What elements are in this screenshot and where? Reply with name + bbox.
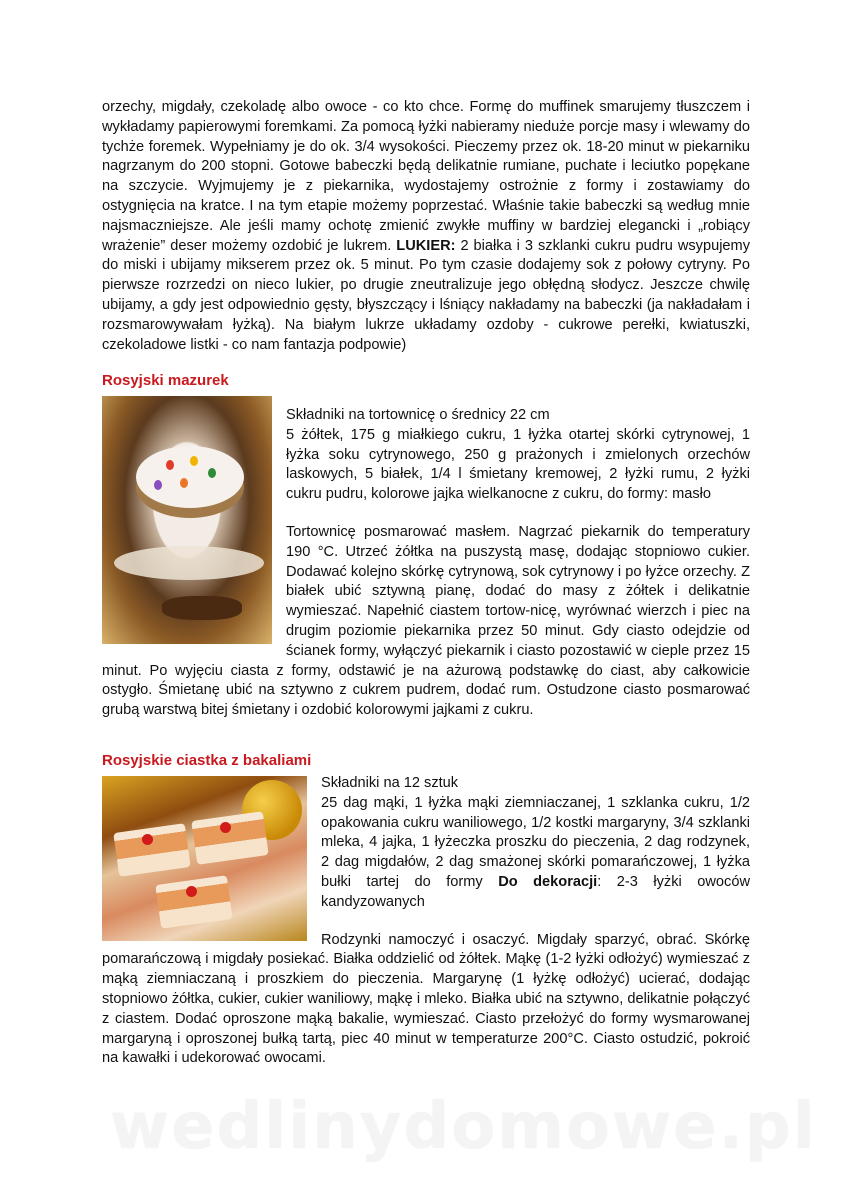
hazelnuts — [162, 596, 242, 620]
ingredients-list: 25 dag mąki, 1 łyżka mąki ziemniaczanej, 1 szklanka cukru, 1/2 opakowania cukru waniliowego, 1/2 kostki margaryny, 3/4 szklanki mleka, 4 jajka, 1 łyżeczka proszku do pieczenia, 2 dag rodzynek, 2 dag migdałów, 2 dag smażonej skórki pomarańczowej, 1 łyżka bułki tartej do formy — [321, 794, 750, 890]
ingredients-header: Składniki na 12 sztuk — [321, 775, 459, 791]
cake-slice — [113, 823, 190, 877]
lukier-label: LUKIER: — [396, 237, 456, 254]
ingredients-header: Składniki na tortownicę o średnicy 22 cm — [286, 407, 550, 423]
intro-text-2: 2 białka i 3 szklanki cukru pudru wsypujemy do miski i ubijamy mikserem przez ok. 5 minut. Po tym czasie dodajemy sok z połowy cytryny. Po pierwsze rozrzedzi on nieco lukier, po drugie zneutralizuje jego obłędną słodycz. Jeszcze chwilę ubijamy, a gdy jest odpowiednio gęsty, błyszczący i lśniący nakładamy na babeczki (ja nakładałam i rozsmarowywałam łyżką). Na białym lukrze układamy ozdoby - cukrowe perełki, kwiatuszki, czekoladowe listki - co nam fantazja podpowie) — [102, 237, 751, 353]
recipe-title: Rosyjski mazurek — [102, 372, 229, 389]
recipe-ciastka — [102, 752, 750, 1069]
method-text: Tortownicę posmarować masłem. Nagrzać piekarnik do temperatury 190 °C. Utrzeć żółtka na puszystą masę, dodając stopniowo cukier. Dodawać kolejno skórkę cytrynową, sok cytrynowy i po łyżce orzechy. Z białek ubić sztywną pianę, dodać do masy z żółtek i delikatnie wymieszać. Napełnić ciastem tortow-nicę, wyrównać wierzch i piec na drugim poziomie piekarnika przez 50 minut. Gdy ciasto odejdzie od ścianek formy, wyłączyć piekarnik i ciasto pozostawić w cieple przez 15 minut. Po wyjęciu ciasta z formy, odstawić je na ażurową podstawkę do ciast, aby całkowicie ostygło. Śmietanę ubić na sztywno z cukrem pudrem, dodać rum. Ostudzone ciasto posmarować grubą warstwą bitej śmietany i ozdobić kolorowymi jajkami z cukru. — [102, 523, 750, 719]
intro-text-1: orzechy, migdały, czekoladę albo owoce - co kto chce. Formę do muffinek smarujemy tłuszczem i wykładamy papierowymi foremkami. Za pomocą łyżki nabieramy nieduże porcje masy i wlewamy do tychże foremek. Wypełniamy je do ok. 3/4 wysokości. Pieczemy przez ok. 18-20 minut w piekarniku nagrzanym do 200 stopni. Gotowe babeczki będą delikatnie rumiane, puchate i leciutko popękane na szczycie. Wyjmujemy je z piekarnika, wydostajemy ostrożnie z formy i zostawiamy do ostygnięcia na kratce. I na tym etapie możemy poprzestać. Właśnie takie babeczki są według mnie najsmaczniejsze. Ale jeśli mamy ochotę zmienić zwykłe muffiny w bardziej elegancki i „robiący wrażenie” deser możemy ozdobić je lukrem. — [102, 99, 750, 254]
cherry — [142, 834, 153, 845]
ingredients-text: 5 żółtek, 175 g miałkiego cukru, 1 łyżka otartej skórki cytrynowej, 1 łyżka soku cytrynowego, 250 g prażonych i zmielonych orzechów laskowych, 5 białek, 1/4 l śmietany kremowej, 2 łyżki rumu, 2 łyżki cukru pudru, kolorowe jajka wielkanocne z cukru, do formy: masło — [286, 426, 750, 503]
sugar-egg — [166, 460, 174, 470]
intro-paragraph — [102, 98, 750, 355]
document-page — [102, 98, 751, 1067]
sugar-egg — [190, 456, 198, 466]
decoration-label: Do dekoracji — [498, 873, 598, 890]
cherry — [220, 822, 231, 833]
sugar-egg — [180, 478, 188, 488]
sugar-egg — [154, 480, 162, 490]
sugar-egg — [208, 468, 216, 478]
recipe-mazurek — [102, 372, 750, 721]
method-text: Rodzynki namoczyć i osaczyć. Migdały sparzyć, obrać. Skórkę pomarańczową i migdały posiekać. Białka oddzielić od żółtek. Mąkę (1-2 łyżki odłożyć) wymieszać z mąką ziemniaczaną i proszkiem do pieczenia. Margarynę (1 łyżkę odłożyć) ucierać, dodając stopniowo żółtka, cukier, cukier waniliowy, mąkę i mleko. Białka ubić na sztywno, delikatnie połączyć z ciastem. Dodać oproszone mąką bakalie, wymieszać. Ciasto przełożyć do formy wysmarowanej margaryną i oproszonej bułką tartą, piec 40 minut w temperaturze 200°C. Ciasto ostudzić, pokroić na kawałki i udekorować owocami. — [102, 931, 750, 1067]
cake-slice — [191, 811, 268, 865]
cake-plate — [114, 546, 264, 580]
recipe-title: Rosyjskie ciastka z bakaliami — [102, 752, 312, 769]
cake-cream-top — [136, 446, 244, 508]
decoration-text: : 2-3 łyżki owoców kandyzowanych — [321, 873, 750, 910]
cake-slice — [155, 875, 232, 929]
ciastka-photo — [102, 776, 307, 941]
cherry — [186, 886, 197, 897]
mazurek-photo — [102, 396, 272, 644]
watermark: wedlinydomowe.pl — [110, 1090, 817, 1164]
